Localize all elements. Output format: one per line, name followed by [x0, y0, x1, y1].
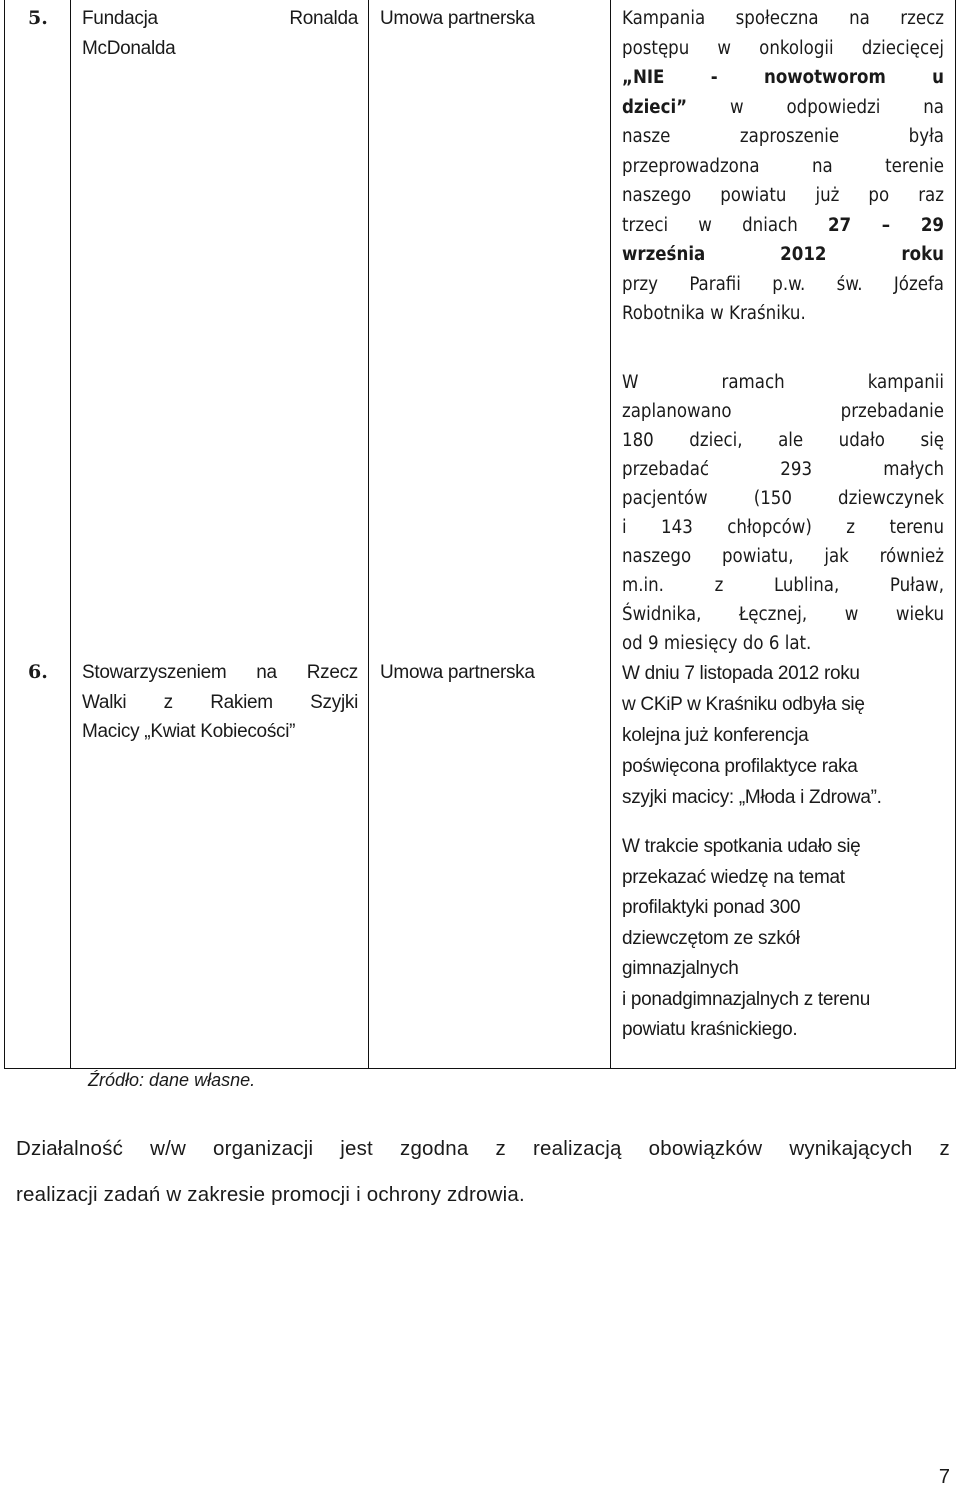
row-number: 5. — [28, 7, 48, 29]
description — [622, 658, 944, 813]
org-line: Fundacja — [82, 8, 158, 29]
desc-line: Świdnika, Łęcznej, w wieku — [622, 604, 944, 625]
desc-line: od 9 miesięcy do 6 lat. — [622, 633, 812, 654]
paragraph-line: Działalność w/w organizacji jest zgodna z realizacją obowiązków wynikających z — [16, 1137, 950, 1160]
paragraph-line: realizacji zadań w zakresie promocji i ochrony zdrowia. — [16, 1183, 525, 1206]
organization-name — [82, 658, 358, 747]
desc-line: przekazać wiedzę na temat — [622, 866, 845, 888]
agreement-type: Umowa partnerska — [380, 8, 535, 29]
desc-line: września 2012 roku — [622, 244, 944, 265]
desc-line: i ponadgimnazjalnych z terenu — [622, 988, 870, 1010]
desc-line: nasze zaproszenie była — [622, 126, 944, 147]
desc-line: przebadać 293 małych — [622, 459, 944, 480]
org-line: Stowarzyszeniem na Rzecz — [82, 662, 358, 683]
desc-line: „NIE - nowotworom u — [622, 67, 944, 88]
org-line: Walki z Rakiem Szyjki — [82, 691, 358, 713]
row-number: 6. — [28, 661, 48, 683]
organizations-table — [4, 0, 956, 1070]
desc-line: profilaktyki ponad 300 — [622, 897, 801, 918]
agreement-type: Umowa partnerska — [380, 662, 535, 683]
desc-line: szyjki macicy: „Młoda i Zdrowa”. — [622, 787, 882, 808]
org-line: Macicy „Kwiat Kobiecości” — [82, 721, 296, 742]
desc-line: dziewczętom ze szkół — [622, 927, 800, 949]
description-continued — [622, 832, 944, 1046]
table-border-right — [955, 0, 956, 1068]
desc-line: gimnazjalnych — [622, 958, 739, 979]
org-line: Ronalda — [289, 8, 358, 29]
desc-line: W dniu 7 listopada 2012 roku — [622, 663, 860, 684]
page-number: 7 — [938, 1466, 950, 1488]
desc-line: w CKiP w Kraśniku odbyła się — [622, 694, 865, 715]
desc-line: trzeci w dniach 27 – 29 — [622, 214, 944, 236]
desc-line: Robotnika w Kraśniku. — [622, 303, 806, 324]
description — [622, 4, 944, 329]
desc-line: W ramach kampanii — [622, 372, 944, 393]
desc-line: przy Parafii p.w. św. Józefa — [622, 273, 944, 295]
desc-line: W trakcie spotkania udało się — [622, 836, 861, 857]
desc-line: i 143 chłopców) z terenu — [622, 517, 944, 538]
desc-line: kolejna już konferencja — [622, 725, 809, 746]
desc-line: Kampania społeczna na rzecz — [622, 8, 944, 29]
desc-line: naszego powiatu już po raz — [622, 185, 944, 206]
desc-line: 180 dzieci, ale udało się — [622, 430, 944, 451]
desc-line: pacjentów (150 dziewczynek — [622, 488, 944, 509]
body-paragraph — [16, 1126, 950, 1218]
desc-line: dzieci” w odpowiedzi na — [622, 96, 944, 118]
desc-line: poświęcona profilaktyce raka — [622, 756, 858, 777]
desc-line: powiatu kraśnickiego. — [622, 1019, 798, 1040]
desc-line: naszego powiatu, jak również — [622, 546, 944, 567]
table-divider-2 — [368, 0, 369, 1068]
table-border-bottom — [4, 1068, 956, 1069]
desc-line: postępu w onkologii dziecięcej — [622, 37, 944, 59]
table-divider-1 — [70, 0, 71, 1068]
organization-name — [82, 4, 358, 63]
desc-line: m.in. z Lublina, Puław, — [622, 575, 944, 596]
desc-line: zaplanowano przebadanie — [622, 401, 944, 422]
table-border-left — [4, 0, 5, 1068]
desc-line: przeprowadzona na terenie — [622, 155, 944, 177]
description-continued — [622, 368, 944, 658]
source-note: Źródło: dane własne. — [88, 1070, 256, 1090]
org-line: McDonalda — [82, 37, 176, 59]
table-divider-3 — [610, 0, 611, 1068]
